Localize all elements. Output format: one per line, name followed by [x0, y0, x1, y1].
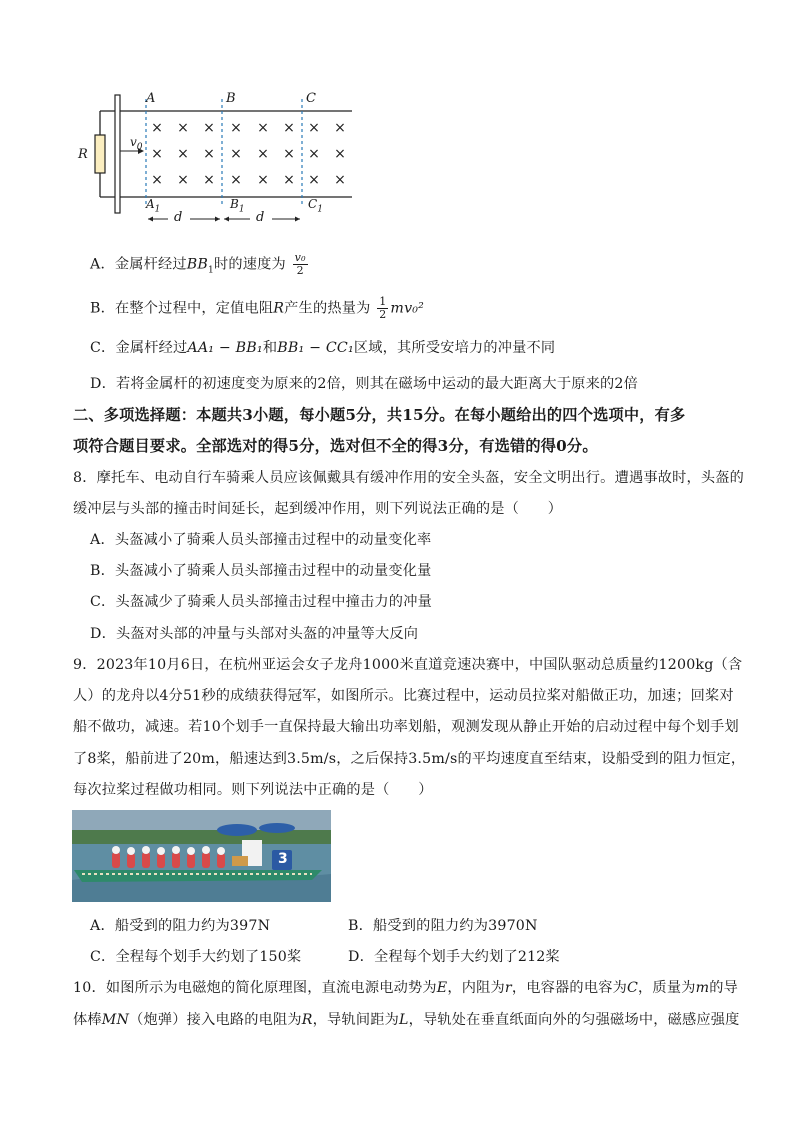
q9-stem-line3: 船不做功，减速。若10个划手一直保持最大输出功率划船，观测发现从静止开始的启动过程中每个划手划	[73, 719, 739, 735]
label-d-1: d	[174, 210, 183, 225]
label-R: R	[78, 147, 88, 162]
field-mark: ×	[151, 146, 163, 162]
label-C-top: C	[306, 91, 316, 106]
field-mark: ×	[334, 172, 346, 188]
field-mark: ×	[151, 120, 163, 136]
q7-option-b: B．在整个过程中，定值电阻R产生的热量为 $\frac{1}{2}$ mv₀²	[90, 295, 425, 321]
q9-option-b: B．船受到的阻力约为3970N	[348, 918, 538, 934]
q8-option-b: B．头盔减小了骑乘人员头部撞击过程中的动量变化量	[90, 563, 432, 579]
section2-heading-line1: 二、多项选择题：本题共3小题，每小题5分，共15分。在每小题给出的四个选项中，有多	[73, 406, 686, 424]
q7-option-a: A．金属杆经过$BB_1$时的速度为 $\frac{\text{v₀}}{2}$	[90, 251, 306, 277]
field-mark: ×	[257, 172, 269, 188]
q8-option-c: C．头盔减少了骑乘人员头部撞击过程中撞击力的冲量	[90, 594, 432, 610]
field-mark: ×	[203, 146, 215, 162]
label-v0: $v_0$	[130, 135, 143, 153]
field-mark: ×	[308, 172, 320, 188]
q9-option-c: C．全程每个划手大约划了150桨	[90, 949, 302, 965]
label-B-top: B	[226, 91, 236, 106]
q9-stem-line2: 人）的龙舟以4分51秒的成绩获得冠军，如图所示。比赛过程中，运动员拉桨对船做正功，加速；回桨对	[73, 688, 734, 704]
section2-heading-line2: 项符合题目要求。全部选对的得5分，选对但不全的得3分，有选错的得0分。	[73, 437, 598, 455]
field-mark: ×	[230, 120, 242, 136]
label-d-2: d	[256, 210, 265, 225]
field-mark: ×	[257, 146, 269, 162]
field-mark: ×	[230, 172, 242, 188]
field-mark: ×	[177, 172, 189, 188]
q8-stem-line2: 缓冲层与头部的撞击时间延长，起到缓冲作用，则下列说法正确的是（ ）	[73, 501, 563, 517]
field-mark: ×	[203, 172, 215, 188]
q9-stem-line4: 了8桨，船前进了20m，船速达到3.5m/s，之后保持3.5m/s的平均速度直至结束，设船受到的阻力恒定，	[73, 751, 746, 767]
field-mark: ×	[177, 146, 189, 162]
field-mark: ×	[177, 120, 189, 136]
q7-option-c: C．金属杆经过AA₁ − BB₁和BB₁ − CC₁区域，其所受安培力的冲量不同	[90, 340, 556, 356]
q9-stem-line1: 9．2023年10月6日，在杭州亚运会女子龙舟1000米直道竞速决赛中，中国队驱动总质量约1200kg（含	[73, 657, 743, 673]
q10-stem-line1: 10．如图所示为电磁炮的简化原理图，直流电源电动势为E，内阻为r，电容器的电容为C，质量为m的导	[73, 980, 739, 996]
label-C1-bottom: $C_1$	[308, 197, 323, 215]
field-mark: ×	[283, 172, 295, 188]
dragon-boat-photo	[72, 810, 331, 902]
boat-number: 3	[278, 851, 288, 867]
q10-stem-line2: 体棒MN（炮弹）接入电路的电阻为R，导轨间距为L，导轨处在垂直纸面向外的匀强磁场中，磁感应强度	[73, 1012, 740, 1028]
field-mark: ×	[151, 172, 163, 188]
q8-stem-line1: 8．摩托车、电动自行车骑乘人员应该佩戴具有缓冲作用的安全头盔，安全文明出行。遭遇事故时，头盔的	[73, 470, 745, 486]
field-mark: ×	[334, 120, 346, 136]
label-A-top: A	[146, 91, 156, 106]
field-mark: ×	[308, 146, 320, 162]
field-mark: ×	[257, 120, 269, 136]
field-mark: ×	[334, 146, 346, 162]
field-mark: ×	[283, 146, 295, 162]
q9-option-a: A．船受到的阻力约为397N	[90, 918, 271, 934]
field-mark: ×	[283, 120, 295, 136]
label-A1-bottom: $A_1$	[146, 197, 161, 215]
label-B1-bottom: $B_1$	[230, 197, 245, 215]
field-mark: ×	[230, 146, 242, 162]
q9-stem-line5: 每次拉桨过程做功相同。则下列说法中正确的是（ ）	[73, 782, 433, 798]
q9-option-d: D．全程每个划手大约划了212桨	[348, 949, 560, 965]
q8-option-a: A．头盔减小了骑乘人员头部撞击过程中的动量变化率	[90, 532, 432, 548]
q7-option-d: D．若将金属杆的初速度变为原来的2倍，则其在磁场中运动的最大距离大于原来的2倍	[90, 376, 638, 392]
q8-option-d: D．头盔对头部的冲量与头部对头盔的冲量等大反向	[90, 626, 419, 642]
field-mark: ×	[308, 120, 320, 136]
field-mark: ×	[203, 120, 215, 136]
